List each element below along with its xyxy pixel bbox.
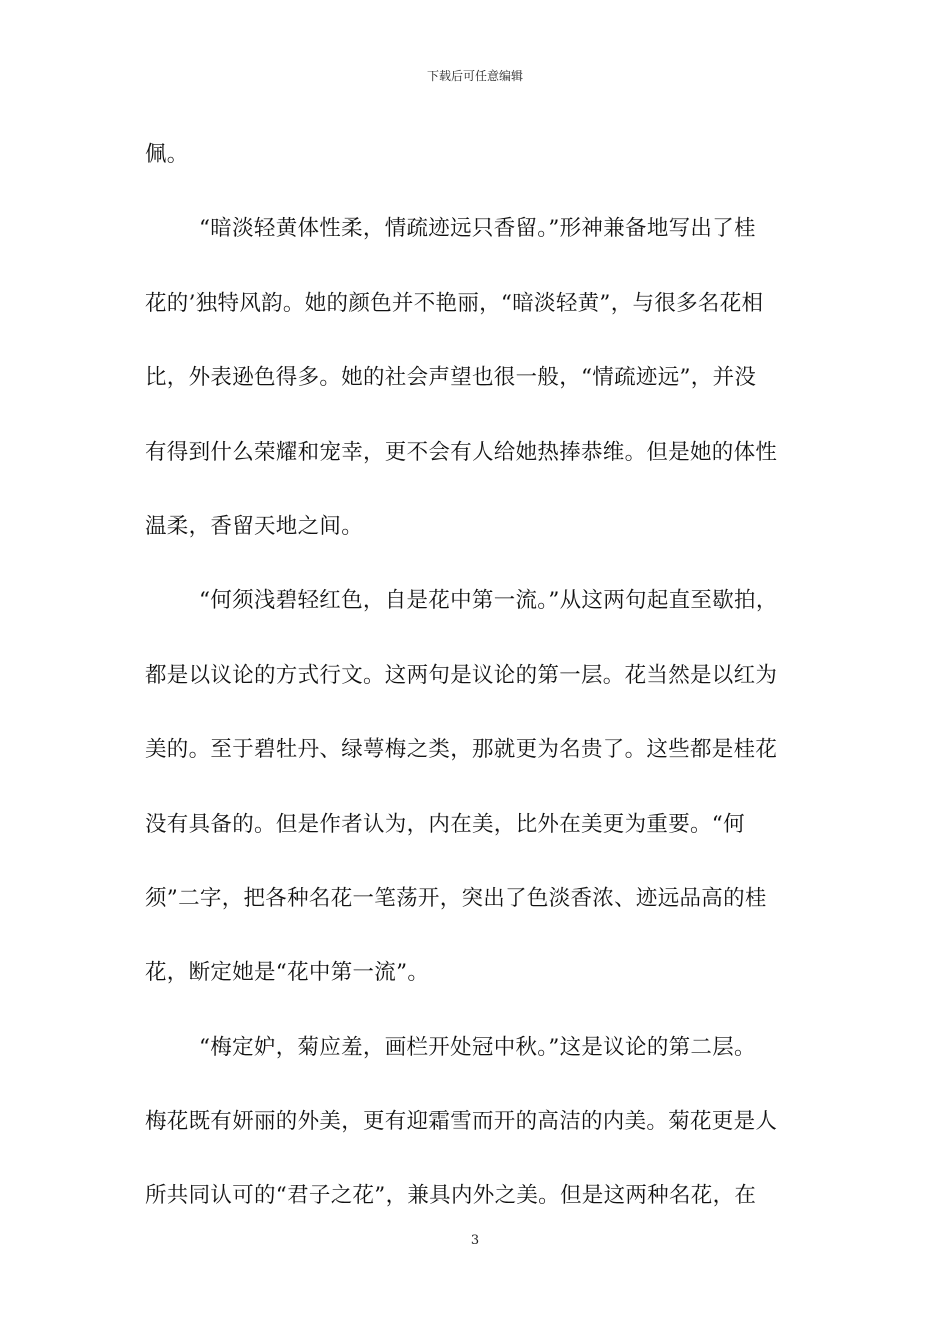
text-line: 佩。	[145, 142, 189, 167]
text-line: 美的。至于碧牡丹、绿萼梅之类，那就更为名贵了。这些都是桂花	[145, 737, 778, 763]
text-line: 比，外表逊色得多。她的社会声望也很一般，“情疏迹远”，并没	[145, 365, 757, 391]
text-line: “暗淡轻黄体性柔，情疏迹远只香留。”形神兼备地写出了桂	[199, 216, 756, 242]
text-line: 花的’独特风韵。她的颜色并不艳丽，“暗淡轻黄”，与很多名花相	[145, 290, 764, 316]
page-number: 3	[470, 1233, 480, 1248]
text-line: 有得到什么荣耀和宠幸，更不会有人给她热捧恭维。但是她的体性	[145, 439, 778, 465]
text-line: “梅定妒，菊应羞，画栏开处冠中秋。”这是议论的第二层。	[199, 1034, 756, 1060]
text-line: 须”二字，把各种名花一笔荡开，突出了色淡香浓、迹远品高的桂	[145, 885, 767, 911]
text-line: 都是以议论的方式行文。这两句是议论的第一层。花当然是以红为	[145, 662, 778, 688]
page-header: 下载后可任意编辑	[426, 69, 523, 83]
text-line: “何须浅碧轻红色，自是花中第一流。”从这两句起直至歇拍，	[199, 588, 778, 614]
text-line: 温柔，香留天地之间。	[145, 513, 364, 539]
text-line: 没有具备的。但是作者认为，内在美，比外在美更为重要。“何	[145, 811, 745, 837]
text-line: 所共同认可的“君子之花”，兼具内外之美。但是这两种名花，在	[145, 1183, 757, 1209]
text-line: 梅花既有妍丽的外美，更有迎霜雪而开的高洁的内美。菊花更是人	[145, 1109, 778, 1135]
document-body	[145, 118, 815, 1234]
text-line: 花，断定她是“花中第一流”。	[145, 960, 430, 986]
